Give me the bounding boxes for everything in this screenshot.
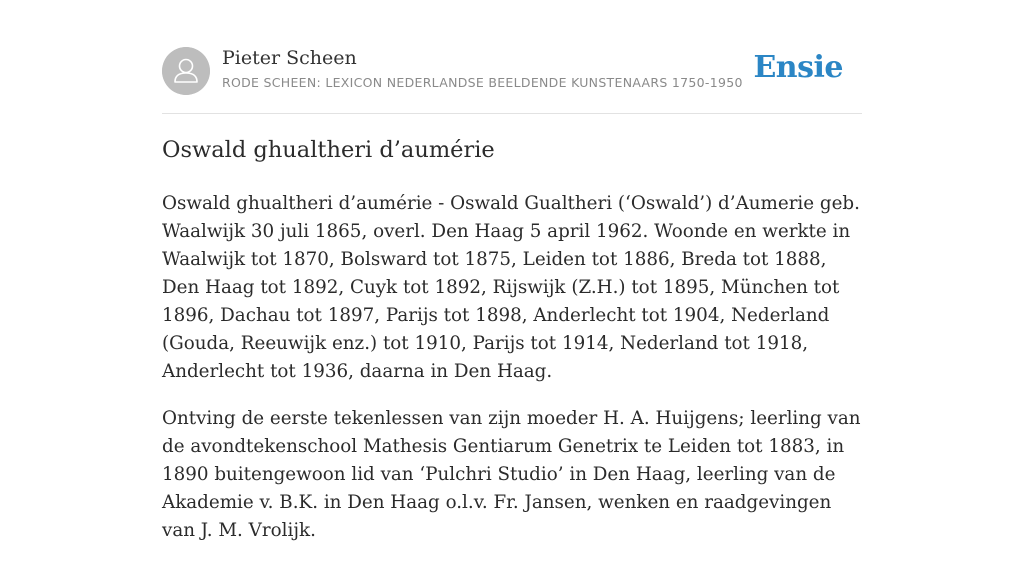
source-label[interactable]: RODE SCHEEN: LEXICON NEDERLANDSE BEELDENDE KUNSTENAARS 1750-1950 — [222, 75, 743, 90]
author-avatar[interactable] — [162, 47, 210, 95]
article-header — [162, 46, 862, 96]
header-divider — [162, 113, 862, 114]
author-name[interactable]: Pieter Scheen — [222, 47, 357, 69]
article-body — [162, 190, 862, 564]
page-title: Oswald ghualtheri d’aumérie — [162, 137, 495, 163]
paragraph: Ontving de eerste tekenlessen van zijn moeder H. A. Huijgens; leerling van de avondtekenschool Mathesis Gentiarum Genetrix te Leiden tot 1883, in 1890 buitengewoon lid van ‘Pulchri Studio’ in Den Haag, leerling van de Akademie v. B.K. in Den Haag o.l.v. Fr. Jansen, wenken en raadgevingen van J. M. Vrolijk. — [162, 408, 861, 541]
paragraph: Oswald ghualtheri d’aumérie - Oswald Gualtheri (‘Oswald’) d’Aumerie geb. Waalwijk 30 juli 1865, overl. Den Haag 5 april 1962. Woonde en werkte in Waalwijk tot 1870, Bolsward tot 1875, Leiden tot 1886, Breda tot 1888, Den Haag tot 1892, Cuyk tot 1892, Rijswijk (Z.H.) tot 1895, München tot 1896, Dachau tot 1897, Parijs tot 1898, Anderlecht tot 1904, Nederland (Gouda, Reeuwijk enz.) tot 1910, Parijs tot 1914, Nederland tot 1918, Anderlecht tot 1936, daarna in Den Haag. — [162, 193, 860, 382]
user-avatar-icon — [162, 47, 210, 95]
ensie-logo[interactable]: Ensie — [753, 50, 843, 85]
